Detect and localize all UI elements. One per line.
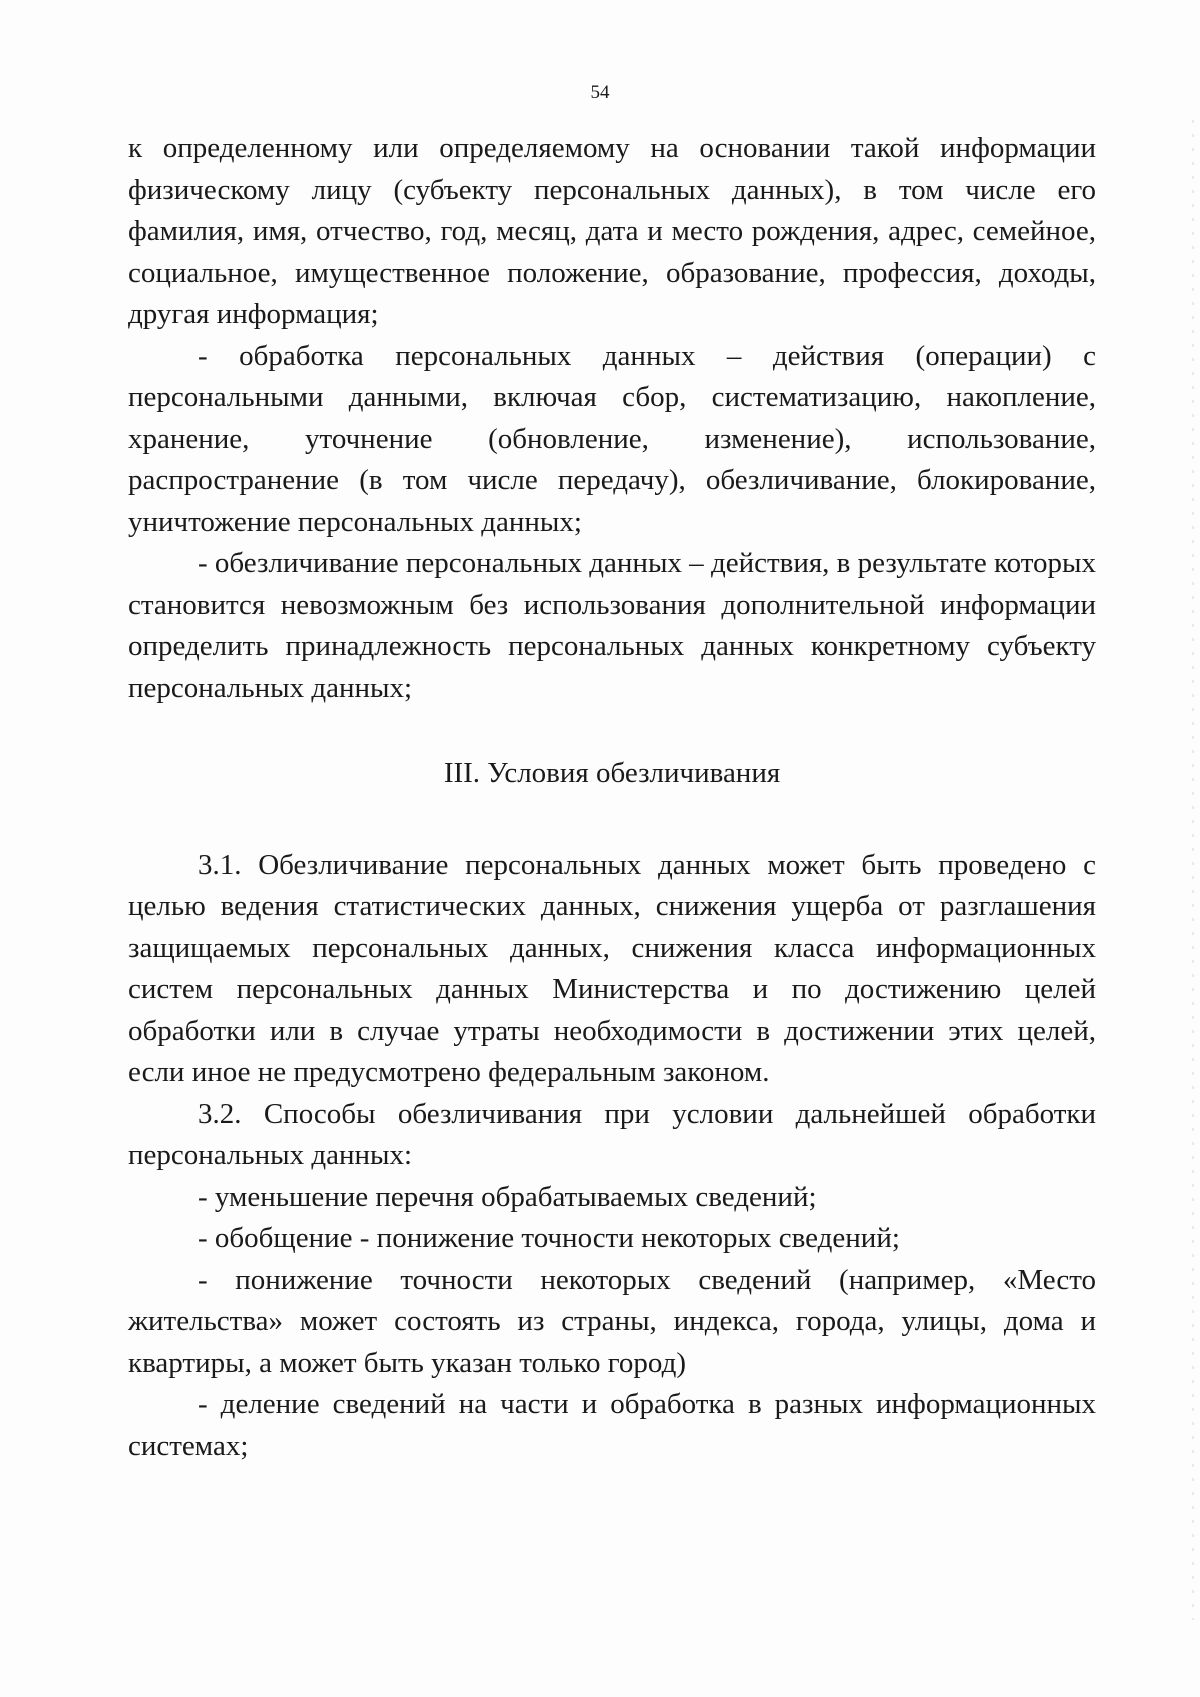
list-item-reduce-list: - уменьшение перечня обрабатываемых сведений; (198, 1180, 817, 1213)
document-body (128, 128, 1096, 1467)
list-item-split-data: - деление сведений на части и обработка в разных информационных системах; (128, 1388, 1096, 1462)
paragraph-3-2: 3.2. Способы обезличивания при условии дальнейшей обработки персональных данных: (128, 1097, 1096, 1171)
page-number: 54 (590, 82, 610, 103)
scan-edge-artifact (1192, 120, 1194, 1620)
paragraph-3-1: 3.1. Обезличивание персональных данных может быть проведено с целью ведения статистических данных, снижения ущерба от разглашения защищаемых персональных данных, снижения класса информационных систем персональных данных Министерства и по достижению целей обработки или в случае утраты необходимости в достижении этих целей, если иное не предусмотрено федеральным законом. (128, 848, 1096, 1088)
list-item-lower-precision: - понижение точности некоторых сведений (например, «Место жительства» может состоять из страны, индекса, города, улицы, дома и квартиры, а может быть указан только город) (128, 1263, 1096, 1379)
paragraph-definition-processing: - обработка персональных данных – действия (операции) с персональными данными, включая сбор, систематизацию, накопление, хранение, уточнение (обновление, изменение), использование, распространение (в том числе передачу), обезличивание, блокирование, уничтожение персональных данных; (128, 339, 1096, 538)
list-item-generalization: - обобщение - понижение точности некоторых сведений; (198, 1222, 900, 1254)
section-heading: III. Условия обезличивания (443, 757, 781, 789)
paragraph-definition-depersonalization: - обезличивание персональных данных – действия, в результате которых становится невозможным без использования дополнительной информации определить принадлежность персональных данных конкретному субъекту персональных данных; (128, 547, 1096, 704)
paragraph-definition-continuation: к определенному или определяемому на основании такой информации физическому лицу (субъекту персональных данных), в том числе его фамилия, имя, отчество, год, месяц, дата и место рождения, адрес, семейное, социальное, имущественное положение, образование, профессия, доходы, другая информация; (128, 132, 1096, 330)
